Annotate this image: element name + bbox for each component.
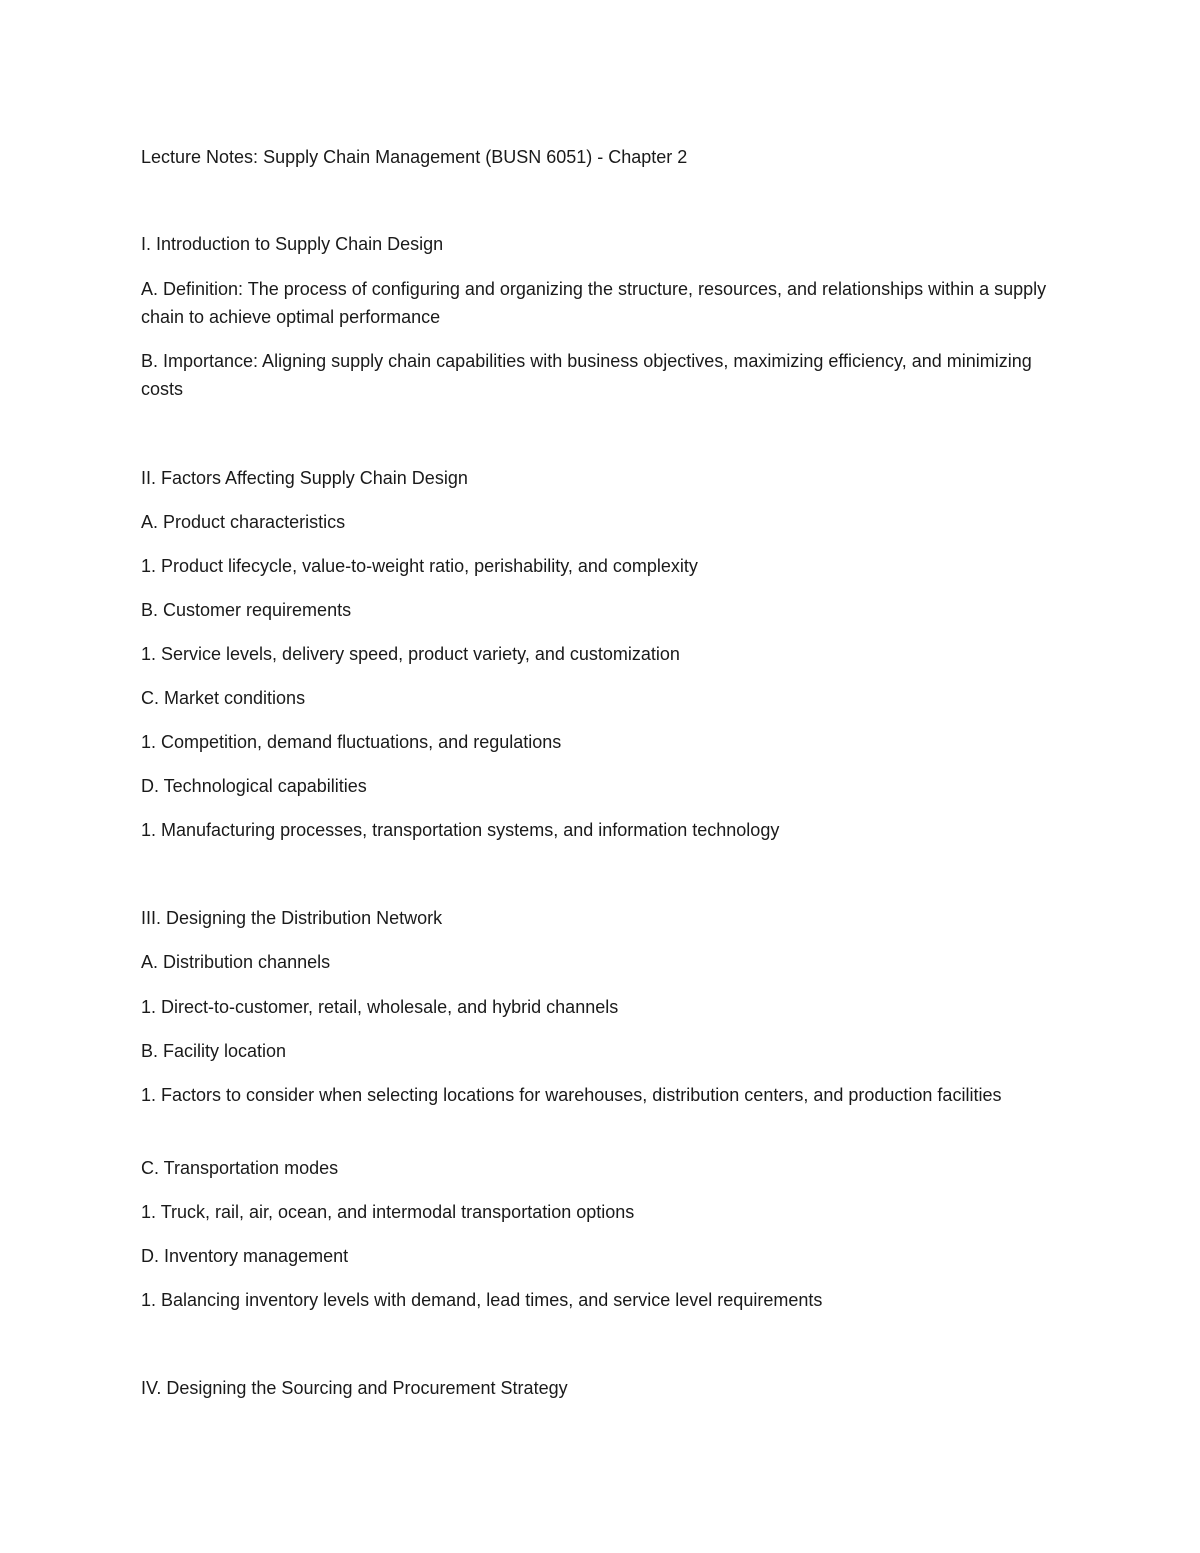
section-heading-2: II. Factors Affecting Supply Chain Design <box>141 468 468 488</box>
document-title: Lecture Notes: Supply Chain Management (BUSN 6051) - Chapter 2 <box>141 147 688 167</box>
section-3-item-d: D. Inventory management <box>141 1246 349 1266</box>
section-2-item-c: C. Market conditions <box>141 688 306 708</box>
section-2-item-a1: 1. Product lifecycle, value-to-weight ratio, perishability, and complexity <box>141 556 698 576</box>
section-3-item-d1: 1. Balancing inventory levels with demand, lead times, and service level requirements <box>141 1290 823 1310</box>
section-2-item-d: D. Technological capabilities <box>141 776 367 796</box>
section-heading-3: III. Designing the Distribution Network <box>141 908 443 928</box>
section-3-item-c1: 1. Truck, rail, air, ocean, and intermodal transportation options <box>141 1202 635 1222</box>
section-3-item-b: B. Facility location <box>141 1041 287 1061</box>
section-3-item-c: C. Transportation modes <box>141 1158 339 1178</box>
section-3-item-a1: 1. Direct-to-customer, retail, wholesale, and hybrid channels <box>141 997 619 1017</box>
section-1-item-b: B. Importance: Aligning supply chain capabilities with business objectives, maximizing efficiency, and minimizing costs <box>141 351 1032 399</box>
section-2-item-b1: 1. Service levels, delivery speed, product variety, and customization <box>141 644 680 664</box>
section-heading-4: IV. Designing the Sourcing and Procurement Strategy <box>141 1378 568 1398</box>
section-2-item-c1: 1. Competition, demand fluctuations, and regulations <box>141 732 562 752</box>
section-2-item-a: A. Product characteristics <box>141 512 346 532</box>
section-3-item-a: A. Distribution channels <box>141 952 331 972</box>
section-1-item-a: A. Definition: The process of configuring and organizing the structure, resources, and relationships within a supply chain to achieve optimal performance <box>141 279 1047 327</box>
section-2-item-d1: 1. Manufacturing processes, transportation systems, and information technology <box>141 820 780 840</box>
section-heading-1: I. Introduction to Supply Chain Design <box>141 234 444 254</box>
section-2-item-b: B. Customer requirements <box>141 600 352 620</box>
section-3-item-b1: 1. Factors to consider when selecting locations for warehouses, distribution centers, and production facilities <box>141 1085 1002 1105</box>
